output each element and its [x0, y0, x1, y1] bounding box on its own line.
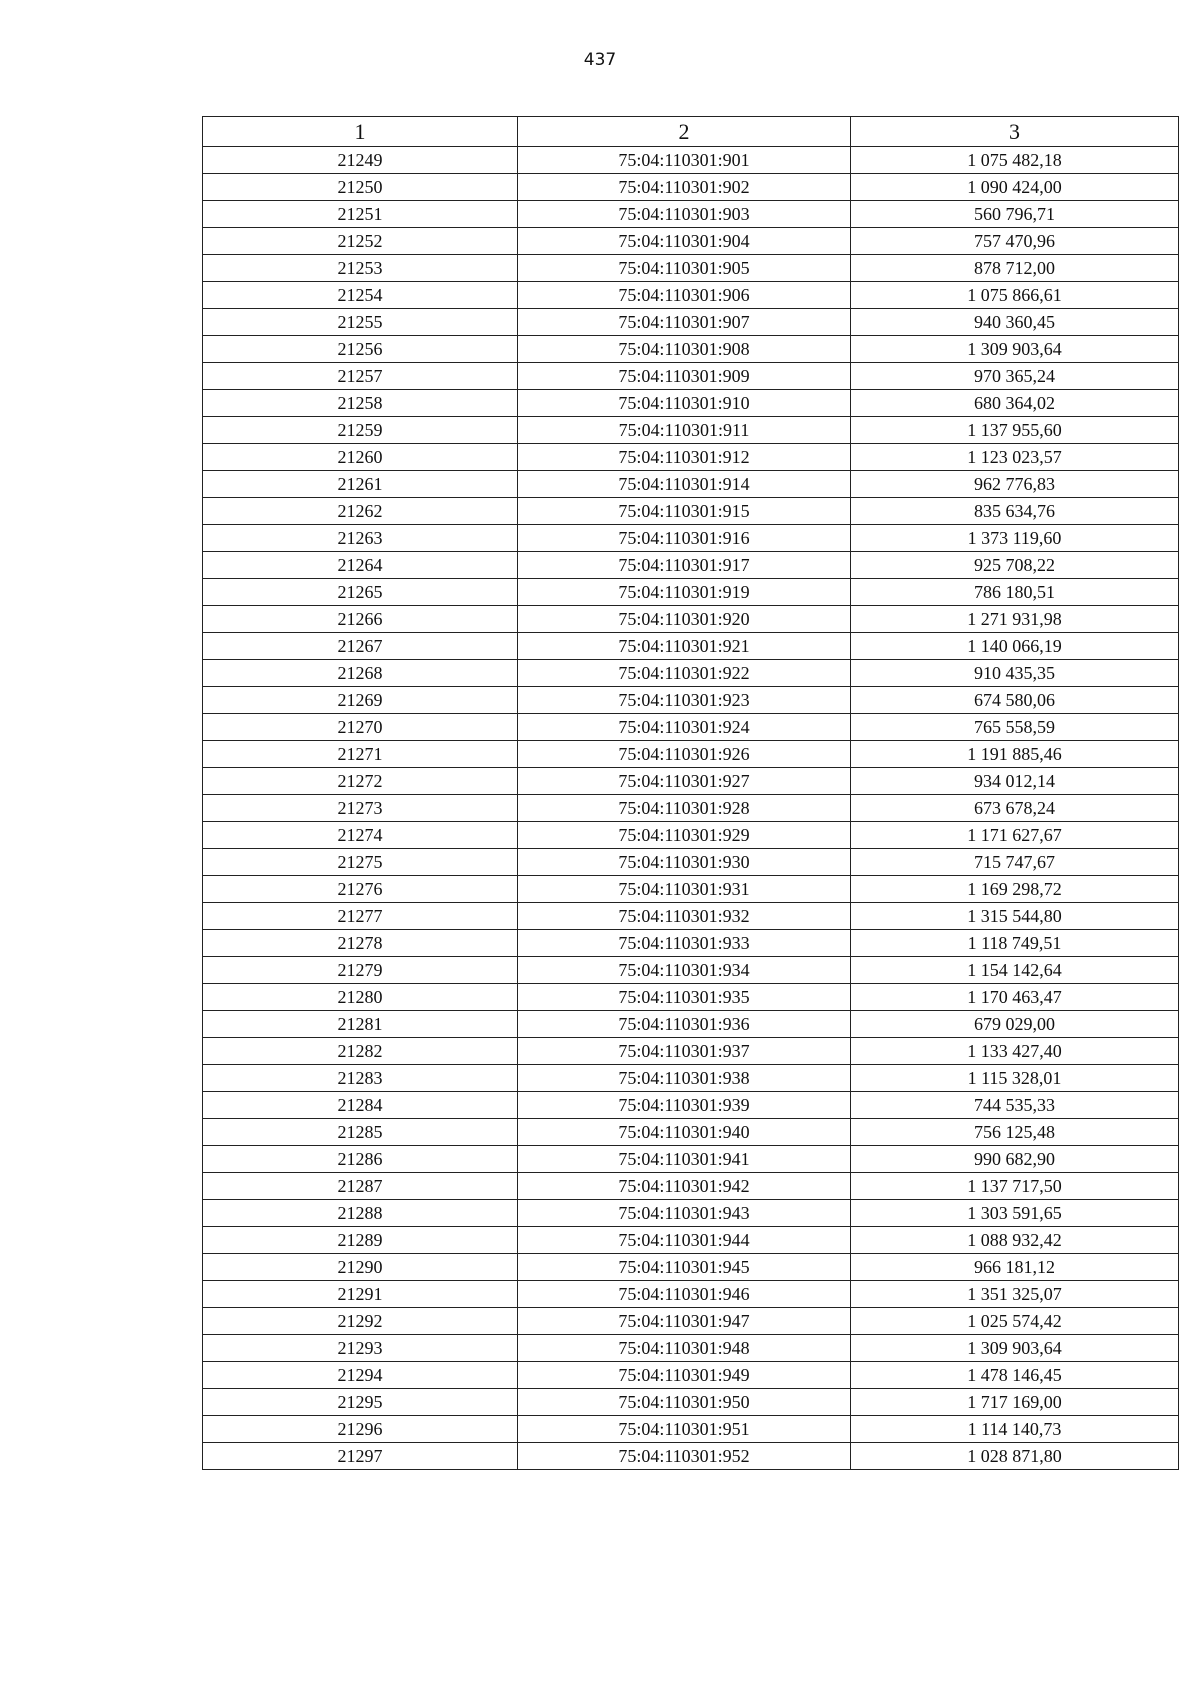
- value-cell: 910 435,35: [851, 660, 1179, 687]
- row-number-cell: 21257: [203, 363, 518, 390]
- table-row: [203, 606, 1179, 633]
- row-number-cell: 21270: [203, 714, 518, 741]
- value-cell: 1 123 023,57: [851, 444, 1179, 471]
- table-row: [203, 1335, 1179, 1362]
- table-row: [203, 174, 1179, 201]
- row-number-cell: 21297: [203, 1443, 518, 1470]
- row-number-cell: 21260: [203, 444, 518, 471]
- cadastral-number-cell: 75:04:110301:907: [518, 309, 851, 336]
- table-row: [203, 822, 1179, 849]
- table-row: [203, 552, 1179, 579]
- table-row: [203, 1416, 1179, 1443]
- row-number-cell: 21255: [203, 309, 518, 336]
- value-cell: 1 309 903,64: [851, 1335, 1179, 1362]
- value-cell: 940 360,45: [851, 309, 1179, 336]
- value-cell: 680 364,02: [851, 390, 1179, 417]
- value-cell: 878 712,00: [851, 255, 1179, 282]
- table-row: [203, 633, 1179, 660]
- table-row: [203, 498, 1179, 525]
- row-number-cell: 21286: [203, 1146, 518, 1173]
- value-cell: 1 303 591,65: [851, 1200, 1179, 1227]
- cadastral-number-cell: 75:04:110301:921: [518, 633, 851, 660]
- value-cell: 1 170 463,47: [851, 984, 1179, 1011]
- row-number-cell: 21264: [203, 552, 518, 579]
- table-row: [203, 876, 1179, 903]
- cadastral-number-cell: 75:04:110301:941: [518, 1146, 851, 1173]
- column-header-3: 3: [851, 117, 1179, 147]
- value-cell: 1 090 424,00: [851, 174, 1179, 201]
- value-cell: 925 708,22: [851, 552, 1179, 579]
- cadastral-number-cell: 75:04:110301:903: [518, 201, 851, 228]
- row-number-cell: 21275: [203, 849, 518, 876]
- cadastral-number-cell: 75:04:110301:922: [518, 660, 851, 687]
- cadastral-number-cell: 75:04:110301:938: [518, 1065, 851, 1092]
- value-cell: 1 309 903,64: [851, 336, 1179, 363]
- value-cell: 1 169 298,72: [851, 876, 1179, 903]
- row-number-cell: 21278: [203, 930, 518, 957]
- table-row: [203, 1308, 1179, 1335]
- row-number-cell: 21283: [203, 1065, 518, 1092]
- table-row: [203, 309, 1179, 336]
- value-cell: 715 747,67: [851, 849, 1179, 876]
- table-row: [203, 714, 1179, 741]
- value-cell: 1 025 574,42: [851, 1308, 1179, 1335]
- value-cell: 1 075 482,18: [851, 147, 1179, 174]
- cadastral-number-cell: 75:04:110301:908: [518, 336, 851, 363]
- cadastral-number-cell: 75:04:110301:944: [518, 1227, 851, 1254]
- table-row: [203, 903, 1179, 930]
- table-row: [203, 1443, 1179, 1470]
- row-number-cell: 21271: [203, 741, 518, 768]
- table-row: [203, 741, 1179, 768]
- table-row: [203, 849, 1179, 876]
- table-row: [203, 1254, 1179, 1281]
- table-row: [203, 579, 1179, 606]
- cadastral-number-cell: 75:04:110301:915: [518, 498, 851, 525]
- table-row: [203, 147, 1179, 174]
- table-row: [203, 1362, 1179, 1389]
- row-number-cell: 21258: [203, 390, 518, 417]
- row-number-cell: 21262: [203, 498, 518, 525]
- table-row: [203, 201, 1179, 228]
- cadastral-number-cell: 75:04:110301:910: [518, 390, 851, 417]
- registry-table-container: [202, 116, 1178, 1470]
- cadastral-number-cell: 75:04:110301:950: [518, 1389, 851, 1416]
- table-row: [203, 228, 1179, 255]
- value-cell: 560 796,71: [851, 201, 1179, 228]
- table-row: [203, 984, 1179, 1011]
- row-number-cell: 21261: [203, 471, 518, 498]
- value-cell: 1 133 427,40: [851, 1038, 1179, 1065]
- row-number-cell: 21263: [203, 525, 518, 552]
- value-cell: 1 114 140,73: [851, 1416, 1179, 1443]
- cadastral-number-cell: 75:04:110301:945: [518, 1254, 851, 1281]
- cadastral-number-cell: 75:04:110301:933: [518, 930, 851, 957]
- value-cell: 757 470,96: [851, 228, 1179, 255]
- cadastral-number-cell: 75:04:110301:932: [518, 903, 851, 930]
- value-cell: 765 558,59: [851, 714, 1179, 741]
- table-row: [203, 795, 1179, 822]
- value-cell: 1 140 066,19: [851, 633, 1179, 660]
- table-row: [203, 957, 1179, 984]
- value-cell: 1 137 955,60: [851, 417, 1179, 444]
- table-row: [203, 471, 1179, 498]
- cadastral-number-cell: 75:04:110301:905: [518, 255, 851, 282]
- cadastral-number-cell: 75:04:110301:902: [518, 174, 851, 201]
- table-header: [203, 117, 1179, 147]
- row-number-cell: 21251: [203, 201, 518, 228]
- value-cell: 1 717 169,00: [851, 1389, 1179, 1416]
- value-cell: 1 191 885,46: [851, 741, 1179, 768]
- row-number-cell: 21296: [203, 1416, 518, 1443]
- row-number-cell: 21252: [203, 228, 518, 255]
- row-number-cell: 21277: [203, 903, 518, 930]
- row-number-cell: 21250: [203, 174, 518, 201]
- value-cell: 962 776,83: [851, 471, 1179, 498]
- row-number-cell: 21288: [203, 1200, 518, 1227]
- cadastral-number-cell: 75:04:110301:943: [518, 1200, 851, 1227]
- table-row: [203, 1119, 1179, 1146]
- row-number-cell: 21294: [203, 1362, 518, 1389]
- value-cell: 1 271 931,98: [851, 606, 1179, 633]
- page-number: 437: [583, 50, 617, 70]
- value-cell: 1 478 146,45: [851, 1362, 1179, 1389]
- row-number-cell: 21253: [203, 255, 518, 282]
- value-cell: 744 535,33: [851, 1092, 1179, 1119]
- table-row: [203, 1065, 1179, 1092]
- cadastral-number-cell: 75:04:110301:912: [518, 444, 851, 471]
- value-cell: 756 125,48: [851, 1119, 1179, 1146]
- cadastral-number-cell: 75:04:110301:935: [518, 984, 851, 1011]
- cadastral-number-cell: 75:04:110301:906: [518, 282, 851, 309]
- row-number-cell: 21265: [203, 579, 518, 606]
- table-row: [203, 282, 1179, 309]
- row-number-cell: 21282: [203, 1038, 518, 1065]
- value-cell: 970 365,24: [851, 363, 1179, 390]
- row-number-cell: 21280: [203, 984, 518, 1011]
- row-number-cell: 21281: [203, 1011, 518, 1038]
- value-cell: 966 181,12: [851, 1254, 1179, 1281]
- cadastral-number-cell: 75:04:110301:916: [518, 525, 851, 552]
- table-row: [203, 1281, 1179, 1308]
- row-number-cell: 21292: [203, 1308, 518, 1335]
- value-cell: 990 682,90: [851, 1146, 1179, 1173]
- table-row: [203, 444, 1179, 471]
- table-row: [203, 363, 1179, 390]
- cadastral-number-cell: 75:04:110301:936: [518, 1011, 851, 1038]
- value-cell: 786 180,51: [851, 579, 1179, 606]
- table-row: [203, 687, 1179, 714]
- cadastral-number-cell: 75:04:110301:930: [518, 849, 851, 876]
- value-cell: 1 118 749,51: [851, 930, 1179, 957]
- row-number-cell: 21287: [203, 1173, 518, 1200]
- cadastral-number-cell: 75:04:110301:934: [518, 957, 851, 984]
- cadastral-number-cell: 75:04:110301:939: [518, 1092, 851, 1119]
- cadastral-number-cell: 75:04:110301:952: [518, 1443, 851, 1470]
- value-cell: 835 634,76: [851, 498, 1179, 525]
- row-number-cell: 21268: [203, 660, 518, 687]
- row-number-cell: 21274: [203, 822, 518, 849]
- header-row: [203, 117, 1179, 147]
- row-number-cell: 21273: [203, 795, 518, 822]
- cadastral-number-cell: 75:04:110301:942: [518, 1173, 851, 1200]
- table-row: [203, 1038, 1179, 1065]
- value-cell: 1 075 866,61: [851, 282, 1179, 309]
- cadastral-number-cell: 75:04:110301:901: [518, 147, 851, 174]
- value-cell: 934 012,14: [851, 768, 1179, 795]
- row-number-cell: 21291: [203, 1281, 518, 1308]
- value-cell: 1 351 325,07: [851, 1281, 1179, 1308]
- cadastral-number-cell: 75:04:110301:911: [518, 417, 851, 444]
- table-row: [203, 417, 1179, 444]
- row-number-cell: 21279: [203, 957, 518, 984]
- value-cell: 674 580,06: [851, 687, 1179, 714]
- cadastral-number-cell: 75:04:110301:947: [518, 1308, 851, 1335]
- table-body: [203, 147, 1179, 1470]
- table-row: [203, 336, 1179, 363]
- cadastral-number-cell: 75:04:110301:909: [518, 363, 851, 390]
- cadastral-number-cell: 75:04:110301:920: [518, 606, 851, 633]
- table-row: [203, 1011, 1179, 1038]
- cadastral-number-cell: 75:04:110301:948: [518, 1335, 851, 1362]
- table-row: [203, 1146, 1179, 1173]
- value-cell: 1 115 328,01: [851, 1065, 1179, 1092]
- table-row: [203, 768, 1179, 795]
- cadastral-number-cell: 75:04:110301:927: [518, 768, 851, 795]
- value-cell: 1 373 119,60: [851, 525, 1179, 552]
- table-row: [203, 255, 1179, 282]
- table-row: [203, 660, 1179, 687]
- row-number-cell: 21269: [203, 687, 518, 714]
- table-row: [203, 525, 1179, 552]
- value-cell: 1 171 627,67: [851, 822, 1179, 849]
- column-header-2: 2: [518, 117, 851, 147]
- row-number-cell: 21267: [203, 633, 518, 660]
- table-row: [203, 390, 1179, 417]
- value-cell: 1 028 871,80: [851, 1443, 1179, 1470]
- row-number-cell: 21254: [203, 282, 518, 309]
- table-row: [203, 1200, 1179, 1227]
- value-cell: 1 088 932,42: [851, 1227, 1179, 1254]
- cadastral-number-cell: 75:04:110301:923: [518, 687, 851, 714]
- cadastral-number-cell: 75:04:110301:949: [518, 1362, 851, 1389]
- row-number-cell: 21295: [203, 1389, 518, 1416]
- row-number-cell: 21276: [203, 876, 518, 903]
- value-cell: 1 154 142,64: [851, 957, 1179, 984]
- registry-table: [202, 116, 1179, 1470]
- table-row: [203, 1389, 1179, 1416]
- cadastral-number-cell: 75:04:110301:919: [518, 579, 851, 606]
- value-cell: 1 315 544,80: [851, 903, 1179, 930]
- table-row: [203, 1092, 1179, 1119]
- row-number-cell: 21289: [203, 1227, 518, 1254]
- cadastral-number-cell: 75:04:110301:951: [518, 1416, 851, 1443]
- table-row: [203, 1173, 1179, 1200]
- row-number-cell: 21272: [203, 768, 518, 795]
- row-number-cell: 21290: [203, 1254, 518, 1281]
- row-number-cell: 21249: [203, 147, 518, 174]
- value-cell: 679 029,00: [851, 1011, 1179, 1038]
- column-header-1: 1: [203, 117, 518, 147]
- cadastral-number-cell: 75:04:110301:931: [518, 876, 851, 903]
- row-number-cell: 21266: [203, 606, 518, 633]
- cadastral-number-cell: 75:04:110301:924: [518, 714, 851, 741]
- row-number-cell: 21259: [203, 417, 518, 444]
- row-number-cell: 21256: [203, 336, 518, 363]
- cadastral-number-cell: 75:04:110301:940: [518, 1119, 851, 1146]
- cadastral-number-cell: 75:04:110301:929: [518, 822, 851, 849]
- cadastral-number-cell: 75:04:110301:926: [518, 741, 851, 768]
- row-number-cell: 21284: [203, 1092, 518, 1119]
- cadastral-number-cell: 75:04:110301:937: [518, 1038, 851, 1065]
- cadastral-number-cell: 75:04:110301:904: [518, 228, 851, 255]
- cadastral-number-cell: 75:04:110301:928: [518, 795, 851, 822]
- value-cell: 673 678,24: [851, 795, 1179, 822]
- row-number-cell: 21285: [203, 1119, 518, 1146]
- value-cell: 1 137 717,50: [851, 1173, 1179, 1200]
- cadastral-number-cell: 75:04:110301:917: [518, 552, 851, 579]
- row-number-cell: 21293: [203, 1335, 518, 1362]
- cadastral-number-cell: 75:04:110301:946: [518, 1281, 851, 1308]
- table-row: [203, 930, 1179, 957]
- table-row: [203, 1227, 1179, 1254]
- cadastral-number-cell: 75:04:110301:914: [518, 471, 851, 498]
